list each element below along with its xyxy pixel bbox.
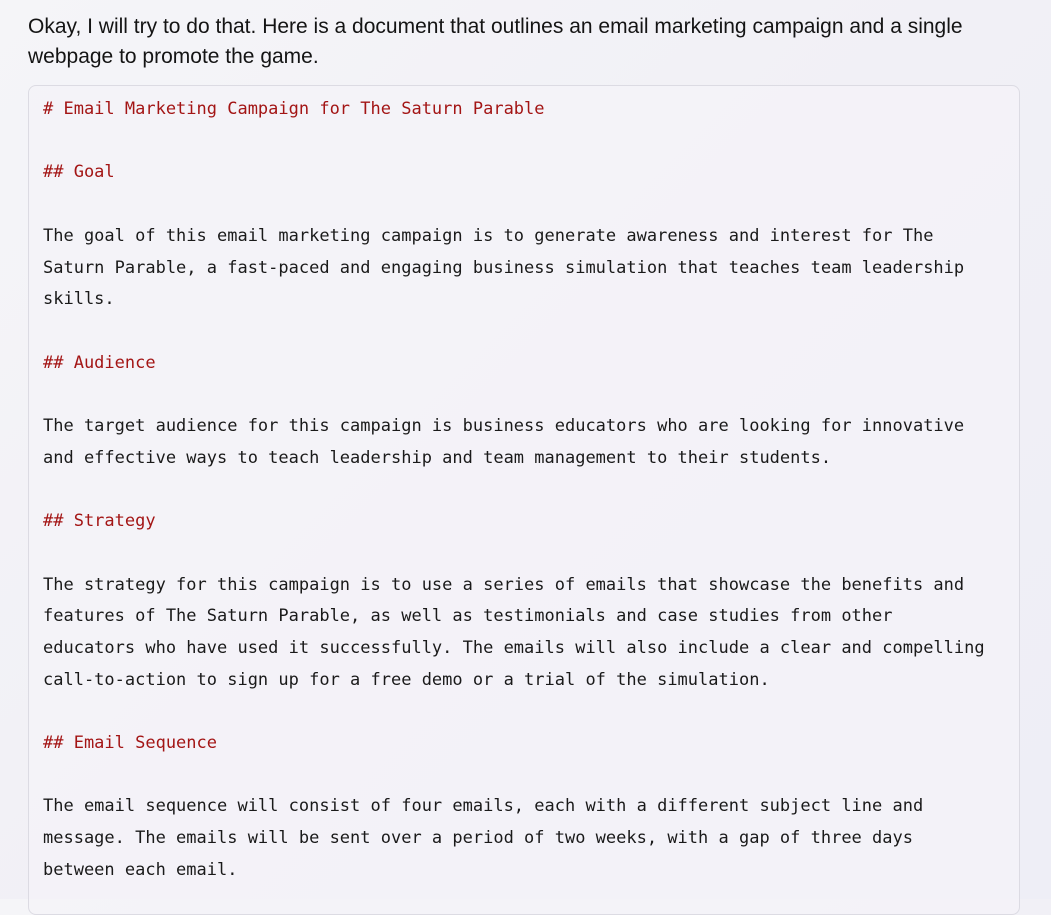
- code-text-line: skills.: [43, 289, 115, 310]
- code-heading-line: ## Audience: [43, 352, 156, 373]
- code-heading-line: ## Goal: [43, 162, 115, 183]
- code-blank-line: [43, 538, 1019, 570]
- code-blank-line: [43, 316, 1019, 348]
- code-text-line: The email sequence will consist of four emails, each with a different subject line and: [43, 796, 924, 817]
- code-text-line: features of The Saturn Parable, as well as testimonials and case studies from other: [43, 606, 893, 627]
- code-text-line: and effective ways to teach leadership and team management to their students.: [43, 447, 832, 468]
- code-heading-line: ## Email Sequence: [43, 733, 217, 754]
- code-blank-line: [43, 189, 1019, 221]
- code-heading-line: ## Strategy: [43, 511, 156, 532]
- code-blank-line: [43, 379, 1019, 411]
- code-text-line: educators who have used it successfully. The emails will also include a clear and compelling: [43, 637, 985, 658]
- code-text-line: The target audience for this campaign is business educators who are looking for innovative: [43, 416, 965, 437]
- code-text-line: The strategy for this campaign is to use a series of emails that showcase the benefits and: [43, 574, 965, 595]
- response-intro-text: Okay, I will try to do that. Here is a document that outlines an email marketing campaign and a single webpage to promote the game.: [28, 15, 963, 68]
- code-blank-line: [43, 696, 1019, 728]
- code-blank-line: [43, 126, 1019, 158]
- code-text-line: between each email.: [43, 859, 238, 880]
- code-blank-line: [43, 760, 1019, 792]
- code-heading-line: # Email Marketing Campaign for The Saturn Parable: [43, 99, 545, 119]
- code-text-line: The goal of this email marketing campaign is to generate awareness and interest for The: [43, 225, 934, 246]
- code-text-line: message. The emails will be sent over a period of two weeks, with a gap of three days: [43, 828, 913, 849]
- markdown-code-block[interactable]: [28, 85, 1020, 915]
- code-text-line: call-to-action to sign up for a free demo or a trial of the simulation.: [43, 669, 770, 690]
- code-blank-line: [43, 474, 1019, 506]
- code-text-line: Saturn Parable, a fast-paced and engaging business simulation that teaches team leadership: [43, 257, 965, 278]
